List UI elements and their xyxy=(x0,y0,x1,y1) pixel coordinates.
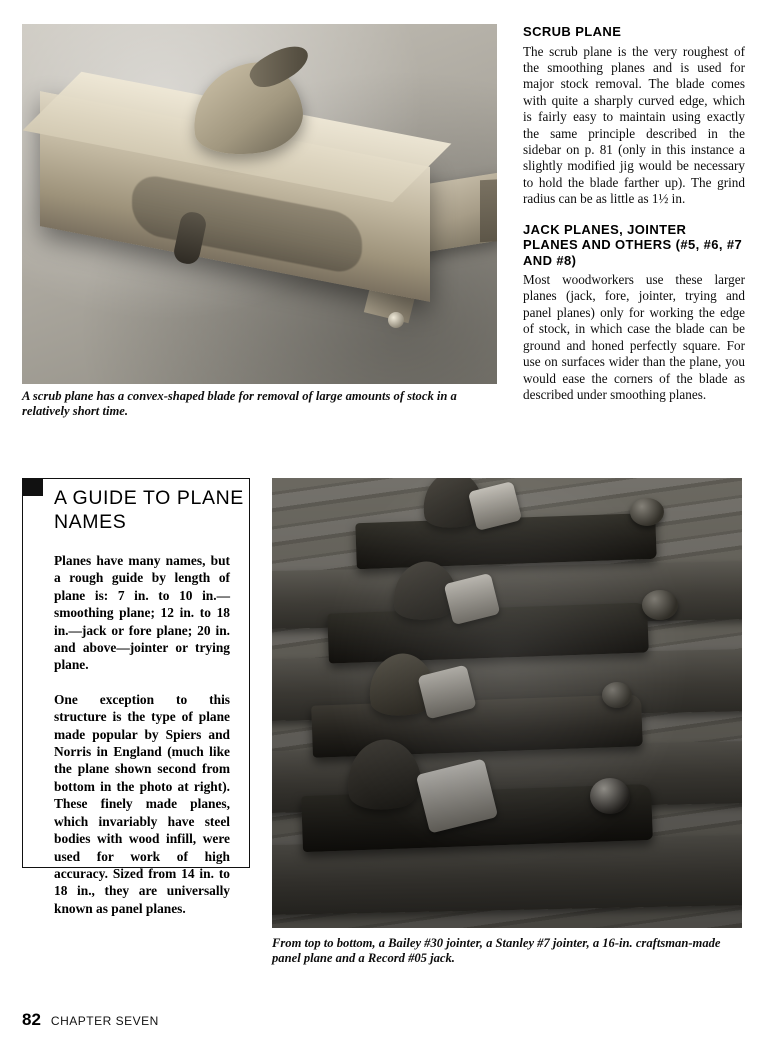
paragraph-scrub-plane: The scrub plane is the very roughest of the smoothing planes and is used for major stock removal. The blade comes with quite a sharply curved edge, which is fairly easy to maintain using exactly the same principle described in the sidebar on p. 81 (only in this instance a slightly modified jig would be necessary to hold the blade farther up). The grind radius can be as little as 1½ in. xyxy=(523,43,745,207)
right-text-column xyxy=(523,24,745,417)
chapter-label: CHAPTER SEVEN xyxy=(50,1014,159,1028)
top-figure-caption: A scrub plane has a convex-shaped blade for removal of large amounts of stock in a relatively short time. xyxy=(22,389,457,418)
sidebar-body xyxy=(54,552,230,934)
photo-vignette xyxy=(272,478,742,928)
bottom-figure-caption: From top to bottom, a Bailey #30 jointer, a Stanley #7 jointer, a 16-in. craftsman-made panel plane and a Record #05 jack. xyxy=(272,936,721,965)
scrub-plane-photo xyxy=(22,24,497,384)
sidebar-paragraph-1: Planes have many names, but a rough guide by length of plane is: 7 in. to 10 in.—smoothing plane; 12 in. to 18 in.—jack or fore plane; 20 in. and above—jointer or trying plane. xyxy=(54,553,230,673)
heading-jack-planes: JACK PLANES, JOINTER PLANES AND OTHERS (#5, #6, #7 AND #8) xyxy=(523,221,743,268)
page-footer xyxy=(22,1010,159,1030)
page-number: 82 xyxy=(22,1010,41,1029)
sidebar-corner-marker xyxy=(22,478,43,496)
paragraph-jack-planes: Most woodworkers use these larger planes (jack, fore, jointer, trying and panel planes) only for working the edge of stock, in which case the blade can be ground and honed perfectly square. For use on surfaces wider than the plane, you would ease the corners of the blade as described under smoothing planes. xyxy=(523,272,745,402)
four-planes-photo xyxy=(272,478,742,928)
sidebar-paragraph-2: One exception to this structure is the type of plane made popular by Spiers and Norris in England (much like the plane shown second from bottom in the photo at right). These finely made planes, which invariably have steel bodies with wood infill, were used for work of high accuracy. Sized from 14 in. to 18 in., they are universally known as panel planes. xyxy=(54,691,230,916)
sidebar-title: A GUIDE TO PLANE NAMES xyxy=(54,487,244,533)
plane-screw xyxy=(388,312,404,328)
heading-scrub-plane: SCRUB PLANE xyxy=(523,24,622,39)
